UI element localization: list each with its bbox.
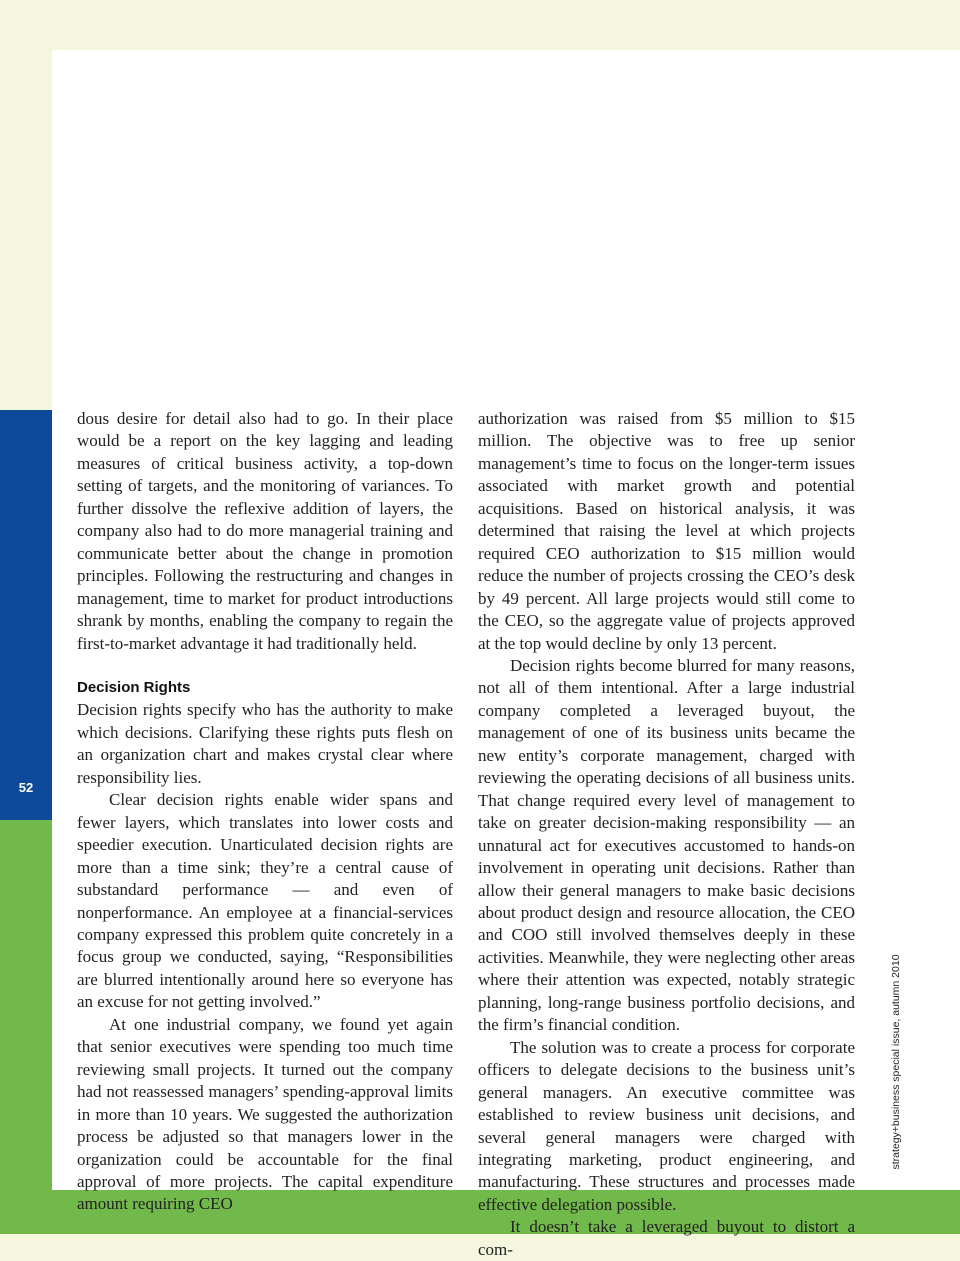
sidebar-top-strip xyxy=(0,0,52,410)
paragraph: Decision rights become blurred for many reasons, not all of them intentional. After a large industrial company completed a leveraged buyout, the management of one of its business units became the new entity’s corporate management, charged with reviewing the operating decisions of all business units. That change required every level of management to take on greater decision-making responsibility — an unnatural act for executives accustomed to hands-on involvement in operating unit decisions. Rather than allow their general managers to make basic decisions about product design and resource allocation, the CEO and COO still involved themselves deeply in these activities. Meanwhile, they were neglecting other areas where their attention was expected, notably strategic planning, long-range business portfolio decisions, and the firm’s financial condition. xyxy=(478,655,855,1035)
paragraph: dous desire for detail also had to go. In their place would be a report on the key lagging and leading measures of critical business activity, a top-down setting of targets, and the monitoring of variances. To further dissolve the reflexive addition of layers, the company also had to do more managerial training and communicate better about the change in promotion principles. Following the restructuring and changes in management, time to market for product introductions shrank by months, enabling the company to regain the first-to-market advantage it had traditionally held. xyxy=(77,409,453,653)
right-column xyxy=(478,408,855,1261)
page-number: 52 xyxy=(18,780,34,795)
section-heading: Decision Rights xyxy=(77,678,191,696)
sidebar-section-band xyxy=(0,410,52,820)
sidebar-bottom-strip xyxy=(0,820,52,1234)
paragraph: authorization was raised from $5 million to $15 million. The objective was to free up senior management’s time to focus on the longer-term issues associated with market growth and potential acquisitions. Based on historical analysis, it was determined that raising the level at which projects required CEO authorization to $15 million would reduce the number of projects crossing the CEO’s desk by 49 percent. All large projects would still come to the CEO, so the aggregate value of projects approved at the top would decline by only 13 percent. xyxy=(478,409,855,653)
left-column xyxy=(77,408,453,1216)
paragraph: It doesn’t take a leveraged buyout to distort a com- xyxy=(478,1217,855,1259)
paragraph: Clear decision rights enable wider spans and fewer layers, which translates into lower costs and speedier execution. Unarticulated decision rights are more than a time sink; they’re a central cause of substandard performance — and even of nonperformance. An employee at a financial-services company expressed this problem quite concretely in a focus group we conducted, saying, “Responsibilities are blurred intentionally around here so everyone has an excuse for not getting involved.” xyxy=(77,790,453,1012)
running-footer: strategy+business special issue, autumn 2010 xyxy=(890,954,902,1170)
paragraph: Decision rights specify who has the authority to make which decisions. Clarifying these rights puts flesh on an organization chart and makes crystal clear where responsibility lies. xyxy=(77,700,453,787)
paragraph: The solution was to create a process for corporate officers to delegate decisions to the business unit’s general managers. An executive committee was established to review business unit decisions, and several general managers were charged with integrating marketing, product engineering, and manufacturing. These structures and processes made effective delegation possible. xyxy=(478,1037,855,1214)
paragraph: At one industrial company, we found yet again that senior executives were spending too much time reviewing small projects. It turned out the company had not reassessed managers’ spending-approval limits in more than 10 years. We suggested the authorization process be adjusted so that managers lower in the organization could be accountable for the final approval of more projects. The capital expenditure amount requiring CEO xyxy=(77,1014,453,1214)
